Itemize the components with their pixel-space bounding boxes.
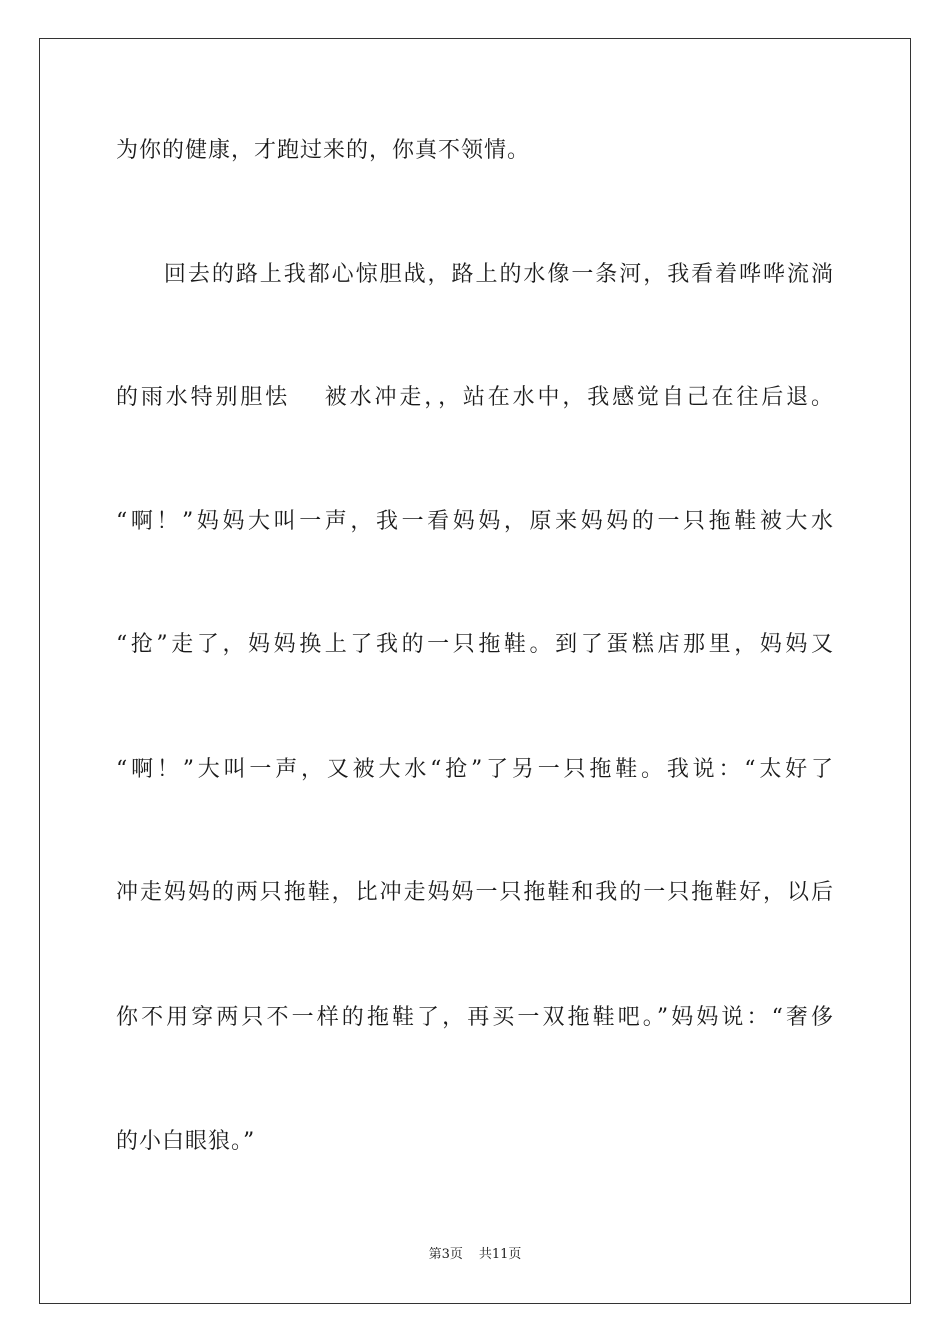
text-line-3: 的雨水特别胆怯 被水冲走，，站在水中，我感觉自己在往后退。	[116, 385, 834, 410]
text-line-8: 你不用穿两只不一样的拖鞋了，再买一双拖鞋吧。”妈妈说：“奢侈	[116, 1005, 834, 1030]
text-line-5: “抢”走了，妈妈换上了我的一只拖鞋。到了蛋糕店那里，妈妈又	[116, 632, 834, 657]
text-line-1: 为你的健康，才跑过来的，你真不领情。	[116, 138, 531, 163]
page-total: 共11页	[478, 1247, 522, 1262]
text-line-9: 的小白眼狼。”	[116, 1129, 256, 1154]
page-footer	[0, 1246, 950, 1264]
page-number: 第3页	[428, 1247, 463, 1262]
text-line-7: 冲走妈妈的两只拖鞋，比冲走妈妈一只拖鞋和我的一只拖鞋好，以后	[116, 880, 834, 905]
page-frame	[39, 38, 911, 1304]
text-line-2: 回去的路上我都心惊胆战，路上的水像一条河，我看着哗哗流淌	[116, 262, 834, 287]
text-line-4: “啊！”妈妈大叫一声，我一看妈妈，原来妈妈的一只拖鞋被大水	[116, 509, 834, 534]
text-line-6: “啊！”大叫一声，又被大水“抢”了另一只拖鞋。我说：“太好了	[116, 757, 834, 782]
